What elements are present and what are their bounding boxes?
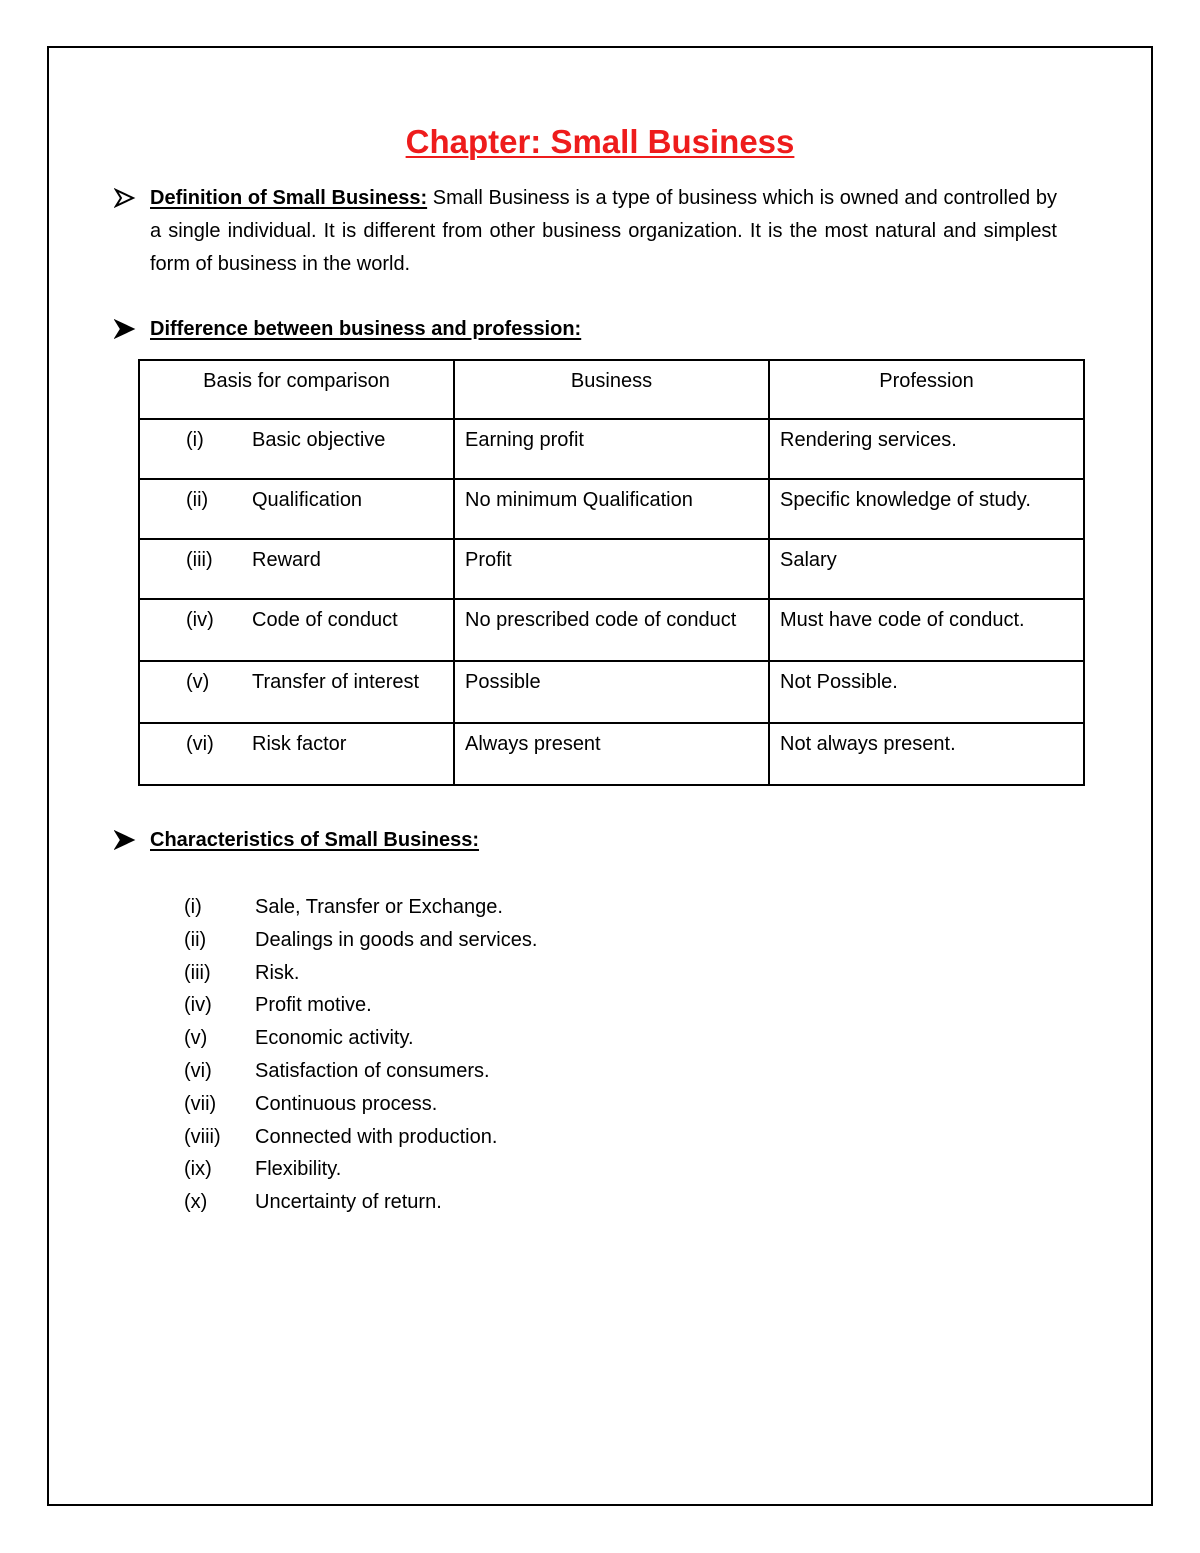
- item-text: Uncertainty of return.: [255, 1191, 442, 1214]
- comparison-table: [138, 359, 1085, 786]
- profession-cell: Salary: [769, 539, 1084, 599]
- item-text: Satisfaction of consumers.: [255, 1059, 490, 1082]
- row-number: (v): [186, 671, 210, 693]
- list-item: [184, 1186, 537, 1219]
- list-item: [184, 989, 537, 1022]
- business-cell: Profit: [454, 539, 769, 599]
- basis-cell: [139, 479, 454, 539]
- list-item: [184, 957, 537, 990]
- basis-label: Code of conduct: [252, 609, 398, 631]
- basis-label: Transfer of interest: [252, 671, 420, 693]
- item-number: (v): [184, 1027, 208, 1050]
- basis-label: Basic objective: [252, 429, 386, 451]
- business-cell: Earning profit: [454, 419, 769, 479]
- table-row: [139, 419, 1084, 479]
- item-text: Dealings in goods and services.: [255, 928, 538, 951]
- table-row: [139, 539, 1084, 599]
- row-number: (iv): [186, 609, 214, 631]
- bullet-arrow-icon: [114, 318, 136, 340]
- table-row: [139, 723, 1084, 785]
- definition-heading: Definition of Small Business:: [150, 187, 428, 209]
- item-text: Continuous process.: [255, 1092, 438, 1115]
- business-cell: Possible: [454, 661, 769, 723]
- item-number: (iii): [184, 961, 211, 984]
- item-number: (ix): [184, 1158, 212, 1181]
- basis-cell: [139, 419, 454, 479]
- item-text: Profit motive.: [255, 994, 372, 1017]
- item-text: Flexibility.: [255, 1158, 342, 1181]
- list-item: [184, 1121, 537, 1154]
- item-text: Risk.: [255, 961, 300, 984]
- business-cell: No minimum Qualification: [454, 479, 769, 539]
- business-cell: Always present: [454, 723, 769, 785]
- row-number: (i): [186, 429, 204, 451]
- bullet-arrow-icon: [114, 187, 136, 209]
- profession-cell: Must have code of conduct.: [769, 599, 1084, 661]
- page-title: Chapter: Small Business: [405, 123, 795, 160]
- basis-label: Risk factor: [252, 733, 347, 755]
- item-number: (ii): [184, 928, 207, 951]
- column-header-business: Business: [454, 360, 769, 419]
- list-item: [184, 1022, 537, 1055]
- basis-cell: [139, 661, 454, 723]
- item-number: (vii): [184, 1092, 217, 1115]
- row-number: (ii): [186, 489, 209, 511]
- bullet-arrow-icon: [114, 829, 136, 851]
- basis-label: Reward: [252, 549, 321, 571]
- table-row: [139, 479, 1084, 539]
- item-number: (x): [184, 1191, 208, 1214]
- row-number: (iii): [186, 549, 213, 571]
- definition-text: Small Business is a type of business which is owned and controlled by a single individual. It is different from other business organization. It is the most natural and simplest form of business in the world.: [150, 187, 1057, 275]
- difference-section-heading-wrap: [150, 313, 1057, 346]
- item-text: Connected with production.: [255, 1125, 498, 1148]
- item-text: Economic activity.: [255, 1027, 414, 1050]
- business-cell: No prescribed code of conduct: [454, 599, 769, 661]
- profession-cell: Not always present.: [769, 723, 1084, 785]
- list-item: [184, 1055, 537, 1088]
- table-header-row: [139, 360, 1084, 419]
- table-row: [139, 661, 1084, 723]
- characteristics-heading-wrap: [150, 824, 1057, 857]
- list-item: [184, 1153, 537, 1186]
- column-header-profession: Profession: [769, 360, 1084, 419]
- item-number: (i): [184, 896, 202, 918]
- definition-paragraph: [150, 182, 1057, 281]
- characteristics-heading: Characteristics of Small Business:: [150, 829, 480, 851]
- profession-cell: Rendering services.: [769, 419, 1084, 479]
- characteristics-list: [184, 891, 537, 1219]
- item-text: Sale, Transfer or Exchange.: [255, 896, 503, 918]
- list-item: [184, 924, 537, 957]
- basis-cell: [139, 599, 454, 661]
- profession-cell: Not Possible.: [769, 661, 1084, 723]
- difference-heading: Difference between business and profession:: [150, 318, 582, 340]
- column-header-basis: Basis for comparison: [139, 360, 454, 419]
- item-number: (iv): [184, 994, 212, 1017]
- profession-cell: Specific knowledge of study.: [769, 479, 1084, 539]
- list-item: [184, 891, 537, 924]
- row-number: (vi): [186, 733, 214, 755]
- item-number: (vi): [184, 1059, 212, 1082]
- item-number: (viii): [184, 1125, 221, 1148]
- table-row: [139, 599, 1084, 661]
- basis-cell: [139, 723, 454, 785]
- basis-label: Qualification: [252, 489, 363, 511]
- basis-cell: [139, 539, 454, 599]
- list-item: [184, 1088, 537, 1121]
